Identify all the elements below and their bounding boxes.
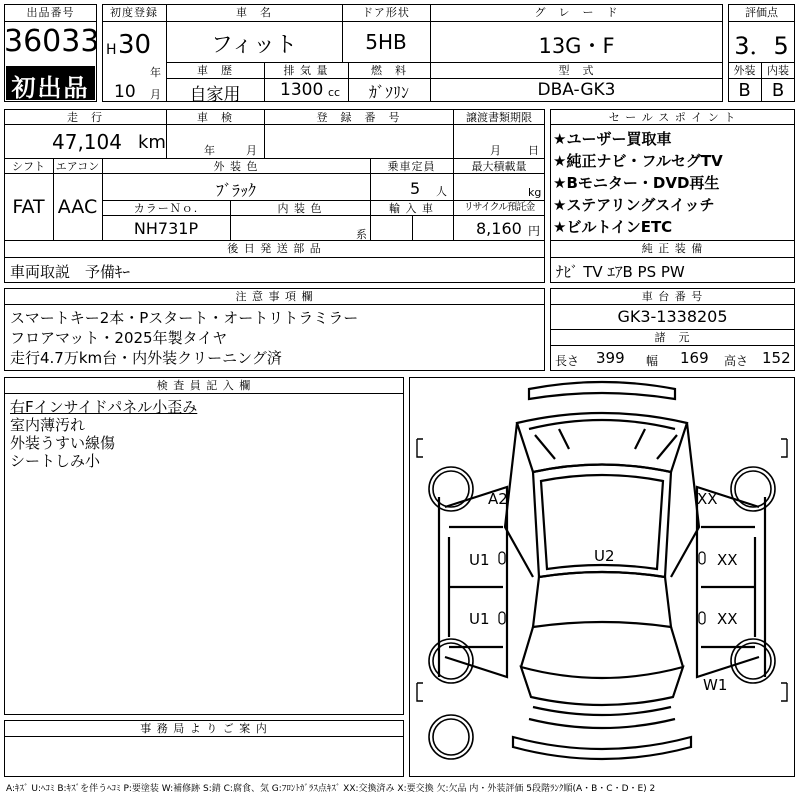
notes-line-3: 走行4.7万km台・内外装クリーニング済 [10, 349, 282, 367]
interior-color-label: 内 装 色 [277, 202, 323, 215]
shift-label: シフト [12, 160, 45, 173]
damage-mark-xx-right-front: XX [717, 551, 738, 569]
inspector-line-2: 室内薄汚れ [10, 416, 86, 434]
height-value: 152 [762, 349, 791, 367]
height-label: 高さ [724, 354, 749, 368]
chassis-value: GK3-1338205 [617, 307, 728, 326]
door-type-value: 5HB [365, 30, 407, 54]
dimensions-label: 諸 元 [654, 331, 691, 344]
first-reg-year: 30 [118, 30, 152, 60]
door-type-label: ドア形状 [362, 6, 410, 19]
score-label: 評価点 [745, 6, 778, 19]
exterior-color-value: ﾌﾞﾗｯｸ [215, 181, 256, 200]
grade-label: グ レ ー ド [534, 6, 619, 19]
first-listing-label: 初出品 [11, 74, 90, 102]
sales-points-label: セ ー ル ス ポ イ ン ト [608, 111, 737, 124]
length-label: 長さ [555, 354, 580, 368]
transfer-month-unit: 月 [490, 144, 501, 157]
shift-value: FAT [12, 196, 45, 218]
car-name-value: フィット [210, 33, 298, 58]
damage-mark-u1-left-rear: U1 [469, 610, 490, 628]
score-exterior-value: B [738, 80, 751, 101]
width-label: 幅 [646, 354, 659, 368]
first-reg-month: 10 [114, 82, 136, 102]
exterior-color-label: 外 装 色 [213, 160, 259, 173]
notes-line-1: スマートキー2本・Pスタート・オートリトラミラー [10, 309, 359, 327]
inspector-line-1: 右Fインサイドパネル小歪み [10, 398, 198, 416]
lot-label: 出品番号 [26, 6, 75, 19]
capacity-label: 乗車定員 [387, 160, 436, 173]
chassis-label: 車 台 番 号 [641, 290, 704, 303]
color-no-label: カラーＮｏ. [133, 202, 199, 215]
damage-mark-u1-left-front: U1 [469, 551, 490, 569]
recycle-value: 8,160 [476, 219, 522, 238]
sales-point-4: ★ステアリングスイッチ [553, 196, 715, 214]
recycle-label: リサイクル預託金 [463, 202, 535, 213]
inspection-year-unit: 年 [204, 144, 215, 157]
transfer-day-unit: 日 [528, 144, 539, 157]
sales-point-2: ★純正ナビ・フルセグTV [553, 152, 723, 170]
car-name-label: 車 名 [236, 6, 272, 19]
history-value: 自家用 [189, 85, 241, 105]
legend-text: A:ｷｽﾞ U:ﾍｺﾐ B:ｷｽﾞを伴うﾍｺﾐ P:要塗装 W:補修跡 S:錆 C:腐食、気 G:ﾌﾛﾝﾄｶﾞﾗｽ点ｷｽﾞ XX:交換済み X:要交換 欠:欠品 内・外装評価 5段階ﾗﾝｸ順(A・B・C・D・E) 2 [6, 784, 656, 794]
model-value: DBA-GK3 [537, 80, 616, 100]
aircon-value: AAC [57, 196, 98, 218]
mileage-value: 47,104 [52, 130, 122, 154]
max-load-label: 最大積載量 [471, 160, 527, 173]
first-reg-month-unit: 月 [150, 88, 161, 101]
score-interior-value: B [771, 80, 785, 101]
car-body-diagram [409, 377, 795, 777]
inspector-label: 検 査 員 記 入 欄 [156, 379, 252, 392]
notes-label: 注 意 事 項 欄 [235, 290, 314, 303]
sales-point-1: ★ユーザー買取車 [553, 130, 672, 148]
notes-line-2: フロアマット・2025年製タイヤ [10, 329, 228, 347]
transfer-deadline-label: 譲渡書類期限 [466, 111, 532, 124]
inspection-month-unit: 月 [246, 144, 257, 157]
length-value: 399 [596, 349, 625, 367]
recycle-unit: 円 [528, 224, 541, 238]
office-label: 事 務 局 よ り ご 案 内 [140, 722, 268, 735]
inspector-line-3: 外装うすい線傷 [10, 434, 116, 452]
mileage-unit: km [138, 132, 166, 153]
equipment-label: 純 正 装 備 [641, 242, 704, 255]
color-no-value: NH731P [133, 219, 199, 238]
fuel-label: 燃 料 [371, 64, 407, 77]
score-value: 3．5 [734, 32, 789, 60]
inspection-label: 車 検 [197, 111, 233, 124]
grade-value: 13G・F [538, 34, 615, 58]
displacement-unit: cc [328, 86, 341, 99]
import-label: 輸 入 車 [389, 202, 434, 215]
model-label: 型 式 [558, 64, 595, 77]
capacity-unit: 人 [436, 185, 447, 198]
displacement-value: 1300 [280, 80, 324, 100]
damage-mark-w1: W1 [703, 676, 728, 694]
later-parts-value: 車両取説 予備ｷｰ [10, 263, 131, 281]
first-reg-label: 初度登録 [110, 6, 158, 19]
sales-point-3: ★Bモニター・DVD再生 [553, 174, 720, 192]
width-value: 169 [680, 349, 709, 367]
damage-mark-xx-right-rear: XX [717, 610, 738, 628]
damage-mark-a2: A2 [488, 490, 508, 508]
first-reg-era: H [106, 42, 117, 58]
registration-no-label: 登 録 番 号 [316, 111, 401, 124]
aircon-label: エアコン [55, 160, 100, 173]
damage-mark-xx-front: XX [697, 490, 718, 508]
later-parts-label: 後 日 発 送 部 品 [227, 242, 322, 255]
equipment-value: ﾅﾋﾞ TV ｴｱB PS PW [556, 263, 685, 281]
fuel-value: ｶﾞｿﾘﾝ [368, 83, 409, 102]
score-interior-label: 内装 [767, 64, 789, 77]
mileage-label: 走 行 [67, 111, 103, 124]
inspector-line-4: シートしみ小 [10, 452, 101, 470]
capacity-value: 5 [410, 179, 421, 198]
score-exterior-label: 外装 [733, 64, 756, 77]
damage-mark-u2: U2 [594, 547, 615, 565]
sales-point-5: ★ビルトインETC [553, 218, 673, 236]
lot-number: 36033 [4, 24, 100, 59]
first-reg-year-unit: 年 [150, 66, 161, 79]
displacement-label: 排 気 量 [283, 64, 329, 77]
interior-color-unit: 系 [356, 228, 367, 241]
history-label: 車 歴 [197, 64, 233, 77]
max-load-unit: kg [528, 186, 542, 199]
